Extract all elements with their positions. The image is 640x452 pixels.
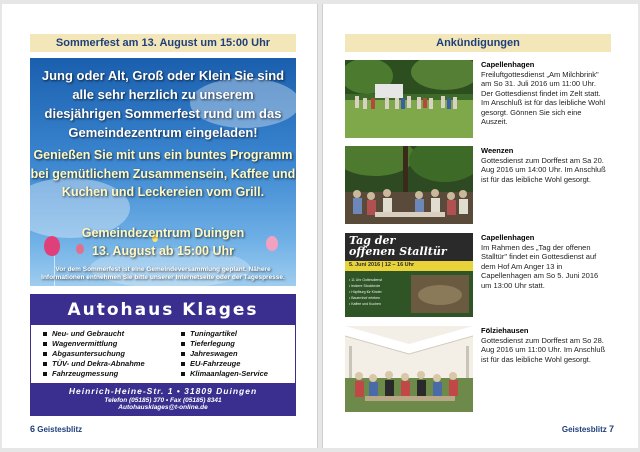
svg-text:• Hüpfburg für Kinder: • Hüpfburg für Kinder [349, 290, 382, 294]
bullet-icon [43, 352, 47, 356]
ad-services-left [43, 329, 145, 379]
bullet-icon [43, 362, 47, 366]
ad-service-item: EU-Fahrzeuge [181, 359, 268, 369]
announcement-text: Freiluftgottesdienst „Am Milchbrink" am So 31. Juli 2016 um 11:00 Uhr. Der Gottesdienst findet im Zelt statt. Im Anschluß ist für das leibliche Wohl gesorgt. Gönnen Sie sich eine Auszeit. [481, 69, 606, 126]
ad-title: Autohaus Klages [31, 295, 295, 325]
stalltuer-date: 5. Juni 2016 | 12 – 16 Uhr [349, 262, 415, 268]
bullet-icon [43, 372, 47, 376]
ad-address: Heinrich-Heine-Str. 1 • 31809 Duingen [68, 386, 258, 396]
sommerfest-poster [30, 58, 296, 286]
announcement-item [481, 326, 609, 364]
announcement-place: Capellenhagen [481, 60, 535, 69]
ad-service-item: Tieferlegung [181, 339, 268, 349]
page-number-left: 6 Geistesblitz [30, 424, 83, 434]
right-page [322, 4, 638, 448]
poster-program: Genießen Sie mit uns ein buntes Programm bei gemütlichem Zusammensein, Kaffee und Kuchen und Leckereien vom Grill. [30, 148, 296, 199]
svg-text:• leckere Stockbrote: • leckere Stockbrote [349, 284, 381, 288]
stalltuer-poster [345, 233, 473, 317]
ad-service-item: Neu- und Gebraucht [43, 329, 145, 339]
photo-festival-tent [345, 326, 473, 412]
ad-service-item: Klimaanlagen-Service [181, 369, 268, 379]
svg-text:• Kaffee und Kuchen: • Kaffee und Kuchen [349, 302, 381, 306]
poster-location-block [30, 224, 296, 260]
ad-services-right [181, 329, 268, 379]
photo-dorffest-crowd [345, 146, 473, 224]
announcement-item [481, 233, 609, 290]
ad-phone: Telefon (05185) 370 • Fax (05185) 8341 [104, 397, 222, 404]
page-number-right: Geistesblitz 7 [561, 424, 614, 434]
left-page [2, 4, 318, 448]
svg-text:• 11 Uhr Gottesdienst: • 11 Uhr Gottesdienst [349, 278, 383, 282]
poster-datetime: 13. August ab 15:00 Uhr [92, 244, 234, 258]
announcements-header: Ankündigungen [345, 34, 611, 52]
announcement-place: Capellenhagen [481, 233, 535, 242]
bullet-icon [181, 352, 185, 356]
ad-email: Autohausklages@t-online.de [118, 404, 208, 411]
bullet-icon [181, 332, 185, 336]
poster-intro: Jung oder Alt, Groß oder Klein Sie sind alle sehr herzlich zu unserem diesjährigen Sommerfest rund um das Gemeindezentrum eingeladen! [41, 68, 285, 140]
bullet-icon [43, 342, 47, 346]
bullet-icon [43, 332, 47, 336]
bullet-icon [181, 342, 185, 346]
ad-contact [31, 383, 295, 415]
ad-service-item: Tuningartikel [181, 329, 268, 339]
announcement-place: Fölziehausen [481, 326, 529, 335]
svg-text:• Bauernhof erleben: • Bauernhof erleben [349, 296, 380, 300]
ad-service-item: Fahrzeugmessung [43, 369, 145, 379]
announcement-text: Gottesdienst zum Dorffest am So 28. Aug 2016 um 11:00 Uhr. Im Anschluß ist für das leibliche Wohl gesorgt. [481, 335, 606, 364]
announcement-item [481, 146, 609, 184]
bullet-icon [181, 362, 185, 366]
bullet-icon [181, 372, 185, 376]
announcement-place: Weenzen [481, 146, 514, 155]
poster-location: Gemeindezentrum Duingen [81, 226, 245, 240]
stalltuer-title: Tag der offenen Stalltür [349, 234, 447, 258]
announcement-text: Gottesdienst zum Dorffest am Sa 20. Aug 2016 um 14:00 Uhr. Im Anschluß ist für das leibliche Wohl gesorgt. [481, 155, 606, 184]
ad-service-item: Wagenvermittlung [43, 339, 145, 349]
ad-service-item: Abgasuntersuchung [43, 349, 145, 359]
ad-service-item: TÜV- und Dekra-Abnahme [43, 359, 145, 369]
announcement-text: Im Rahmen des „Tag der offenen Stalltür" findet ein Gottesdienst auf dem Hof Am Anger 13 in Capellenhagen am So 5. Juni 2016 um 13:00 Uhr statt. [481, 242, 599, 290]
poster-note: Vor dem Sommerfest ist eine Gemeindeversammlung geplant. Nähere Informationen entnehmen Sie bitte unserer Internetseite oder der Tagespresse. [41, 266, 285, 281]
photo-outdoor-service [345, 60, 473, 138]
announcement-item [481, 60, 609, 127]
autohaus-ad [30, 294, 296, 416]
ad-service-item: Jahreswagen [181, 349, 268, 359]
sommerfest-header: Sommerfest am 13. August um 15:00 Uhr [30, 34, 296, 52]
